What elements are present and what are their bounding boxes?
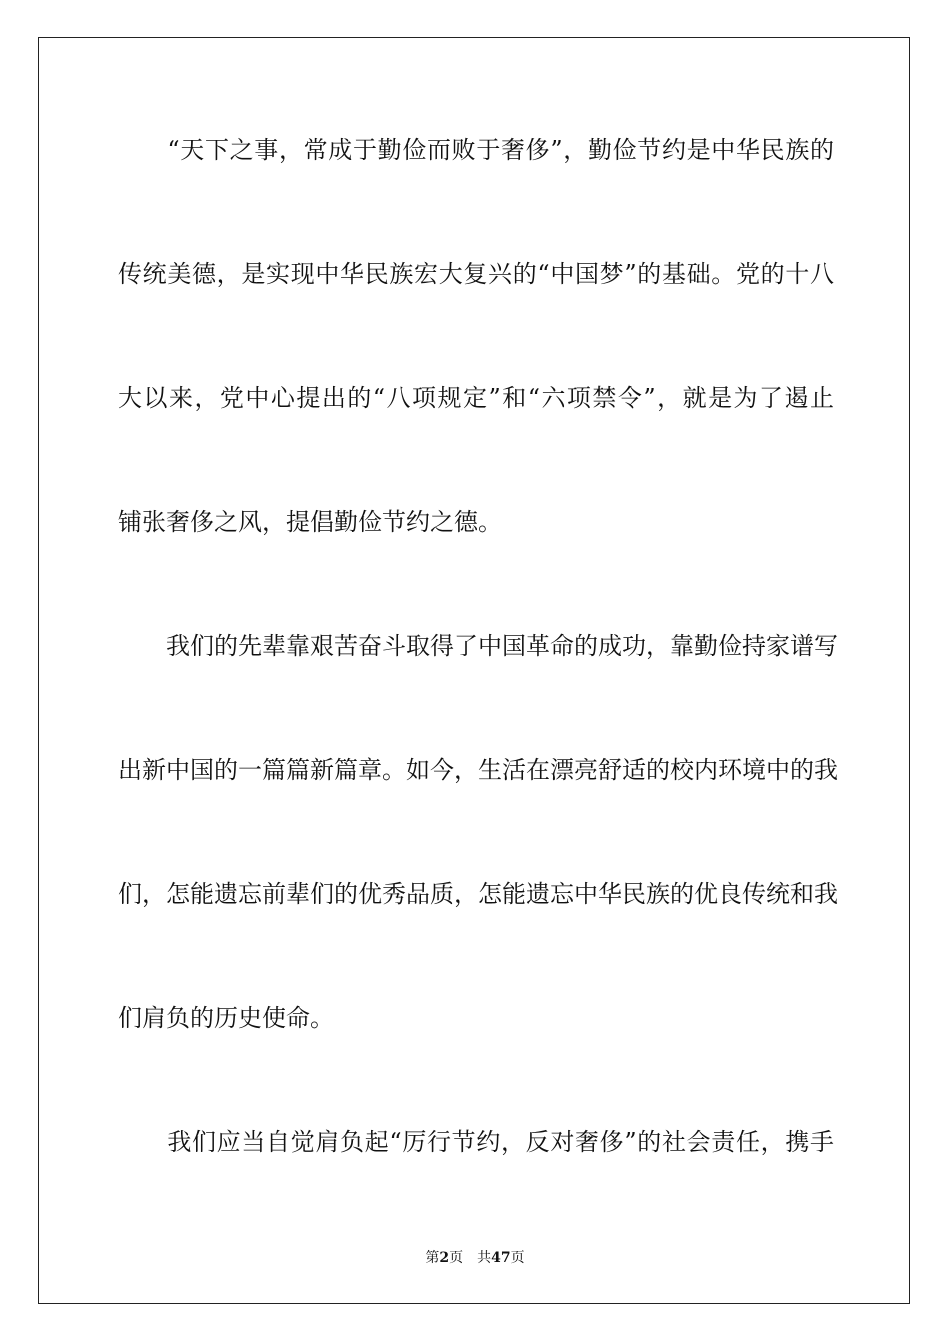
paragraph-line: 出新中国的一篇篇新篇章。如今，生活在漂亮舒适的校内环境中的我 bbox=[118, 756, 838, 784]
paragraph-line: 我们应当自觉肩负起“厉行节约，反对奢侈”的社会责任，携手 bbox=[118, 1128, 834, 1156]
paragraph-line: 们肩负的历史使命。 bbox=[118, 1004, 334, 1032]
paragraph-line: 大以来，党中心提出的“八项规定”和“六项禁令”，就是为了遏止 bbox=[118, 384, 834, 412]
paragraph-line: “天下之事，常成于勤俭而败于奢侈”，勤俭节约是中华民族的 bbox=[118, 136, 834, 164]
paragraph-line: 铺张奢侈之风，提倡勤俭节约之德。 bbox=[118, 508, 502, 536]
total-label-suffix: 页 bbox=[510, 1250, 525, 1266]
page-label-suffix: 页 bbox=[449, 1250, 464, 1266]
total-label-prefix: 共 bbox=[477, 1250, 492, 1266]
page-number: 2 bbox=[439, 1250, 450, 1266]
page-label-prefix: 第 bbox=[425, 1250, 440, 1266]
paragraph-line: 传统美德，是实现中华民族宏大复兴的“中国梦”的基础。党的十八 bbox=[118, 260, 834, 288]
total-pages: 47 bbox=[491, 1250, 511, 1266]
paragraph-line: 我们的先辈靠艰苦奋斗取得了中国革命的成功，靠勤俭持家谱写 bbox=[118, 632, 838, 660]
page-border bbox=[38, 37, 910, 1304]
page-footer bbox=[0, 1248, 950, 1268]
paragraph-line: 们，怎能遗忘前辈们的优秀品质，怎能遗忘中华民族的优良传统和我 bbox=[118, 880, 838, 908]
